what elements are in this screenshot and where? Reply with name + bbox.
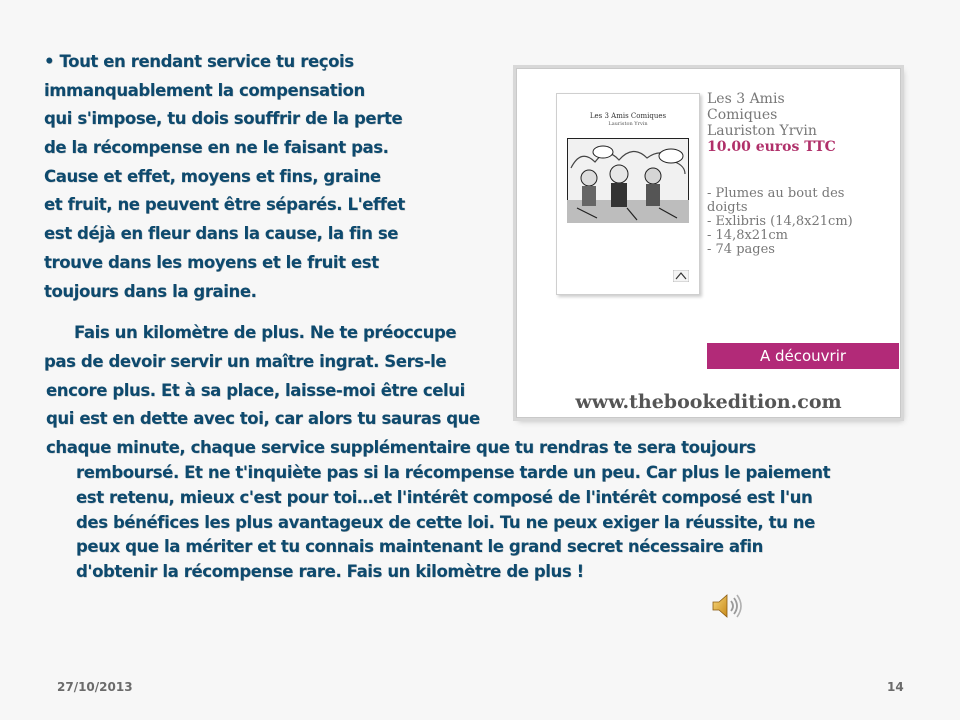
feature-item: - Exlibris (14,8x21cm) — [707, 214, 853, 229]
text-line: • Tout en rendant service tu reçois — [44, 52, 354, 71]
text-line: Cause et effet, moyens et fins, graine — [44, 167, 381, 186]
text-line: des bénéfices les plus avantageux de cette loi. Tu ne peux exiger la réussite, tu ne — [76, 513, 815, 532]
text-line: pas de devoir servir un maître ingrat. Sers-le — [44, 352, 447, 371]
book-details — [707, 91, 836, 155]
book-cover — [556, 93, 700, 295]
feature-item: - Plumes au bout des — [707, 186, 845, 201]
book-price: 10.00 euros TTC — [707, 139, 836, 155]
discover-button[interactable]: A découvrir — [707, 343, 899, 369]
book-title-line: Comiques — [707, 107, 778, 123]
text-line: est retenu, mieux c'est pour toi…et l'intérêt composé de l'intérêt composé est l'un — [76, 488, 813, 507]
text-line: chaque minute, chaque service supplémentaire que tu rendras te sera toujours — [46, 438, 756, 457]
feature-item: - 14,8x21cm — [707, 228, 788, 243]
book-cover-title: Les 3 Amis Comiques — [589, 112, 667, 120]
slide-date: 27/10/2013 — [57, 680, 133, 694]
publisher-logo — [673, 270, 689, 282]
comic-illustration — [567, 138, 689, 223]
book-advert[interactable] — [516, 68, 901, 418]
text-line: qui s'impose, tu dois souffrir de la perte — [44, 109, 403, 128]
book-features — [707, 187, 853, 257]
feature-item: doigts — [707, 200, 748, 215]
speaker-icon[interactable] — [710, 591, 744, 621]
website-link[interactable]: www.thebookedition.com — [575, 391, 842, 413]
text-line: qui est en dette avec toi, car alors tu sauras que — [46, 409, 480, 428]
book-title-line: Les 3 Amis — [707, 91, 785, 107]
text-line: toujours dans la graine. — [44, 282, 257, 301]
text-line: et fruit, ne peuvent être séparés. L'effet — [44, 195, 405, 214]
slide-number: 14 — [887, 680, 904, 694]
text-line: immanquablement la compensation — [44, 81, 365, 100]
text-line: de la récompense en ne le faisant pas. — [44, 138, 389, 157]
text-line: est déjà en fleur dans la cause, la fin se — [44, 224, 399, 243]
feature-item: - 74 pages — [707, 242, 775, 257]
text-line: encore plus. Et à sa place, laisse-moi être celui — [46, 381, 465, 400]
book-author: Lauriston Yrvin — [707, 123, 817, 139]
book-cover-author: Lauriston Yrvin — [608, 121, 648, 127]
text-line: peux que la mériter et tu connais maintenant le grand secret nécessaire afin — [76, 537, 763, 556]
text-line: remboursé. Et ne t'inquiète pas si la récompense tarde un peu. Car plus le paiement — [76, 463, 831, 482]
text-line: trouve dans les moyens et le fruit est — [44, 253, 379, 272]
text-line: Fais un kilomètre de plus. Ne te préoccupe — [74, 323, 457, 342]
text-line: d'obtenir la récompense rare. Fais un kilomètre de plus ! — [76, 562, 584, 581]
